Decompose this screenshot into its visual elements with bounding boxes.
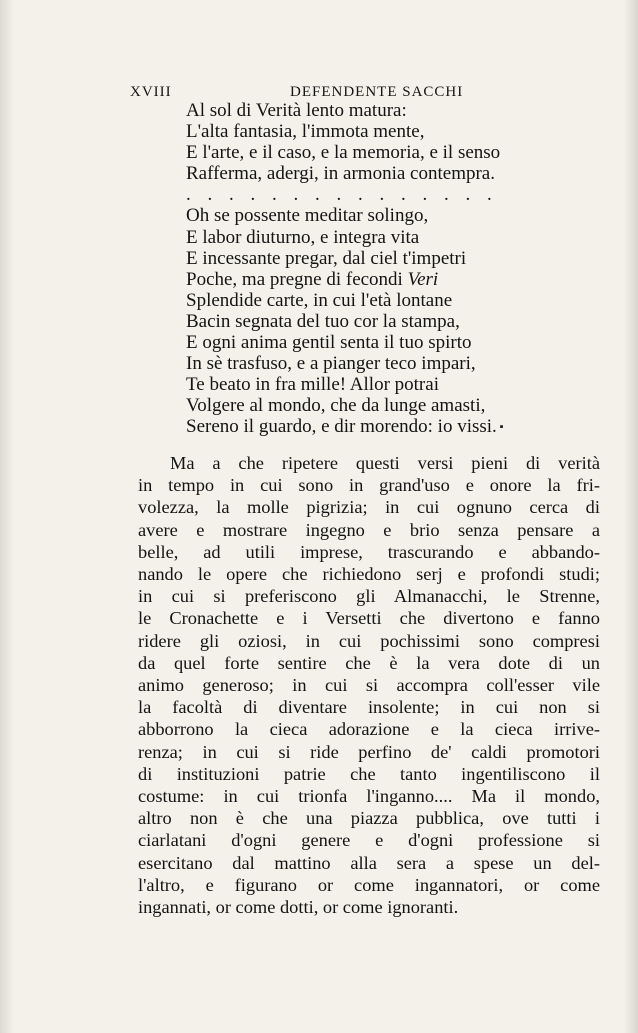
page-number: XVIII bbox=[130, 84, 172, 100]
verse-quotation bbox=[186, 100, 606, 439]
verse-line: Volgere al mondo, che da lunge amasti, bbox=[186, 395, 486, 417]
prose-line: animo generoso; in cui si accompra coll'esser vile bbox=[138, 675, 600, 696]
prose-line: ridere gli oziosi, in cui pochissimi sono compresi bbox=[138, 630, 600, 651]
verse-line: Te beato in fra mille! Allor potrai bbox=[186, 374, 439, 396]
verse-line: Splendide carte, in cui l'età lontane bbox=[186, 289, 453, 311]
verse-line: Sereno il guardo, e dir morendo: io vissi. ▪ bbox=[186, 416, 606, 438]
verse-line: E incessante pregar, dal ciel t'impetri bbox=[186, 247, 467, 269]
prose-line: l'altro, e figurano or come ingannatori, or come bbox=[138, 874, 600, 895]
prose-line: da quel forte sentire che è la vera dote di un bbox=[138, 652, 600, 673]
scan-right-edge bbox=[624, 0, 638, 1033]
scan-left-edge bbox=[0, 0, 14, 1033]
ellipsis-line: . . . . . . . . . . . . . . . bbox=[186, 184, 498, 206]
prose-line: le Cronachette e i Versetti che divertono e fanno bbox=[138, 608, 600, 629]
italic-word: Veri bbox=[407, 268, 439, 290]
prose-line: ingannati, or come dotti, or come ignoranti. bbox=[138, 897, 459, 918]
prose-line: esercitano dal mattino alla sera a spese un del- bbox=[138, 852, 600, 873]
verse-line: L'alta fantasia, l'immota mente, bbox=[186, 121, 425, 143]
verse-line: Rafferma, adergi, in armonia contempra. bbox=[186, 163, 495, 185]
prose-line: altro non è che una piazza pubblica, ove tutti i bbox=[138, 808, 600, 829]
prose-line: belle, ad utili imprese, trascurando e abbando- bbox=[138, 541, 600, 562]
prose-paragraph bbox=[138, 452, 600, 918]
verse-line: Oh se possente meditar solingo, bbox=[186, 205, 429, 227]
prose-line: nando le opere che richiedono serj e profondi studi; bbox=[138, 564, 600, 585]
prose-line: abborrono la cieca adorazione e la cieca irrive- bbox=[138, 719, 600, 740]
verse-line: E l'arte, e il caso, e la memoria, e il senso bbox=[186, 142, 501, 164]
prose-line: Ma a che ripetere questi versi pieni di verità bbox=[170, 453, 600, 473]
prose-line: in cui si preferiscono gli Almanacchi, le Strenne, bbox=[138, 586, 600, 607]
prose-line: in tempo in cui sono in grand'uso e onore la fri- bbox=[138, 475, 600, 496]
verse-line: Bacin segnata del tuo cor la stampa, bbox=[186, 310, 460, 332]
prose-line: volezza, la molle pigrizia; in cui ognuno cerca di bbox=[138, 497, 600, 518]
prose-line: di instituzioni patrie che tanto ingentiliscono il bbox=[138, 763, 600, 784]
prose-line: ciarlatani d'ogni genere e d'ogni professione si bbox=[138, 830, 600, 851]
verse-line: E ogni anima gentil senta il tuo spirto bbox=[186, 332, 472, 354]
running-title: DEFENDENTE SACCHI bbox=[290, 84, 464, 100]
prose-line: la facoltà di diventare insolente; in cui non si bbox=[138, 697, 600, 718]
verse-line: In sè trasfuso, e a pianger teco impari, bbox=[186, 353, 476, 375]
verse-line: Al sol di Verità lento matura: bbox=[186, 100, 407, 121]
prose-line: avere e mostrare ingegno e brio senza pensare a bbox=[138, 519, 600, 540]
verse-line bbox=[186, 269, 606, 290]
prose-line: renza; in cui si ride perfino de' caldi promotori bbox=[138, 741, 600, 762]
prose-line: costume: in cui trionfa l'inganno.... Ma il mondo, bbox=[138, 786, 600, 807]
verse-line: E labor diuturno, e integra vita bbox=[186, 226, 420, 248]
verse-line-text: Poche, ma pregne di fecondi bbox=[186, 268, 408, 290]
